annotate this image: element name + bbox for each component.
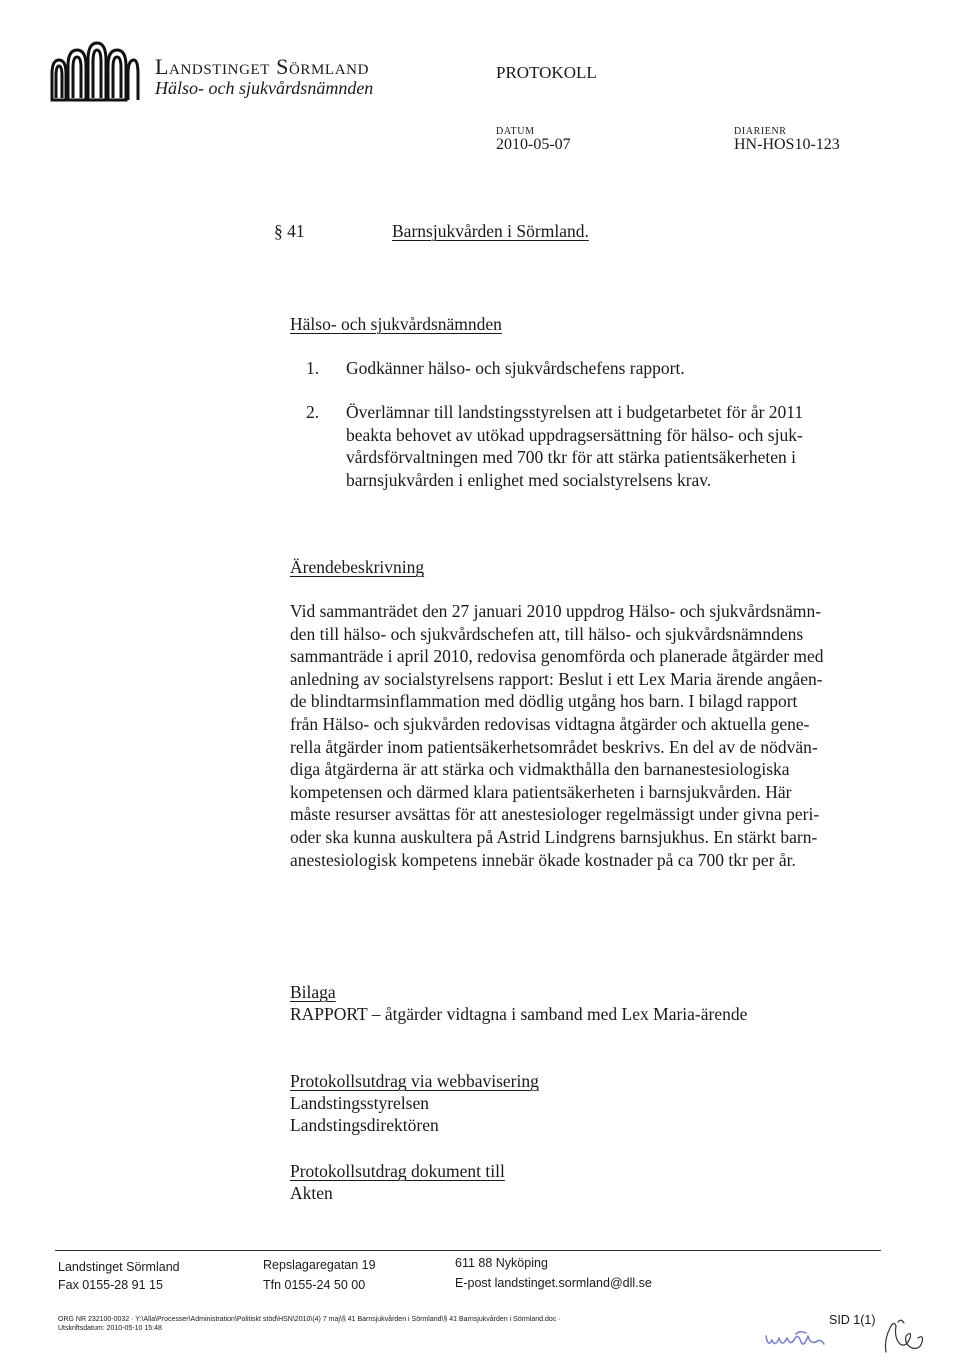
document-distribution-heading: Protokollsutdrag dokument till	[290, 1161, 505, 1181]
footer-divider	[55, 1250, 881, 1251]
footer-organization: Landstinget Sörmland	[58, 1260, 180, 1274]
decision-item-number: 2.	[306, 402, 320, 422]
attachment-title: RAPPORT – åtgärder vidtagna i samband med Lex Maria-ärende	[290, 1004, 748, 1024]
diary-number-value: HN-HOS10-123	[734, 136, 840, 153]
description-body: Vid sammanträdet den 27 januari 2010 uppdrog Hälso- och sjukvårdsnämn- den till hälso- och sjukvårdschefen att, till hälso- och sjukvårdsnämndens sammanträde i april 2010, redovisa genomförda och planerade åtgärder med anledning av socialstyrelsens rapport: Beslut i ett Lex Maria ärende angåen- de blindtarmsinflammation med dödlig utgång hos barn. I bilagd rapport från Hälso- och sjukvården redovisas vidtagna åtgärder och aktuella gene- rella åtgärder inom patientsäkerhetsområdet beskrivs. En del av de nödvän- diga åtgärderna är att stärka och vidmakthålla den barnanestesiologiska kompetensen och därmed klara patientsäkerheten i barnsjukvården. Här måste resurser avsättas för att anestesiologer regelmässigt under givna peri- oder ska kunna auskultera på Astrid Lindgrens barnsjukhus. En stärkt barn- anestesiologisk kompetens innebär ökade kostnader på ca 700 tkr per år.	[290, 601, 824, 870]
date-label: DATUM	[496, 126, 535, 137]
footer-print-date: Utskriftsdatum: 2010-05-10 15:48	[58, 1325, 162, 1332]
web-distribution-heading: Protokollsutdrag via webbavisering	[290, 1071, 539, 1091]
footer-file-path: ORG NR 232100-0032 · Y:\Alla\Processer\Administration\Politiskt stöd\HSN\2010\(4) 7 maj\§ 41 Barnsjukvården i Sörmland\§ 41 Barnsjukvården i Sörmland.doc ·	[58, 1316, 561, 1323]
paragraph-number: § 41	[274, 221, 305, 241]
web-recipient: Landstingsstyrelsen	[290, 1093, 430, 1113]
section-title: Barnsjukvården i Sörmland.	[392, 221, 589, 241]
committee-name: Hälso- och sjukvårdsnämnden	[155, 78, 374, 98]
decision-heading: Hälso- och sjukvårdsnämnden	[290, 314, 502, 334]
footer-postal-city: 611 88 Nyköping	[455, 1256, 548, 1270]
landstinget-logo	[46, 40, 140, 106]
diary-number-label: DIARIENR	[734, 126, 787, 137]
footer-phone: Tfn 0155-24 50 00	[263, 1278, 366, 1292]
decision-item-number: 1.	[306, 358, 320, 378]
document-type: PROTOKOLL	[496, 63, 597, 82]
decision-item-text: Överlämnar till landstingsstyrelsen att i budgetarbetet för år 2011 beakta behovet av utökad uppdragsersättning för hälso- och sjuk- vårdsförvaltningen med 700 tkr för att stärka patientsäkerheten i barnsjukvården i enlighet med socialstyrelsens krav.	[346, 402, 804, 490]
footer-fax: Fax 0155-28 91 15	[58, 1278, 163, 1292]
page-number: SID 1(1)	[829, 1313, 876, 1327]
date-value: 2010-05-07	[496, 136, 571, 153]
web-recipient: Landstingsdirektören	[290, 1115, 439, 1135]
attachment-heading: Bilaga	[290, 982, 336, 1002]
decision-item-text: Godkänner hälso- och sjukvårdschefens rapport.	[346, 358, 685, 378]
signature-initials	[760, 1314, 930, 1358]
footer-email: E-post landstinget.sormland@dll.se	[455, 1276, 652, 1290]
description-heading: Ärendebeskrivning	[290, 557, 425, 577]
footer-street-address: Repslagaregatan 19	[263, 1258, 376, 1272]
document-recipient: Akten	[290, 1183, 333, 1203]
organization-name: Landstinget Sörmland	[155, 54, 369, 79]
